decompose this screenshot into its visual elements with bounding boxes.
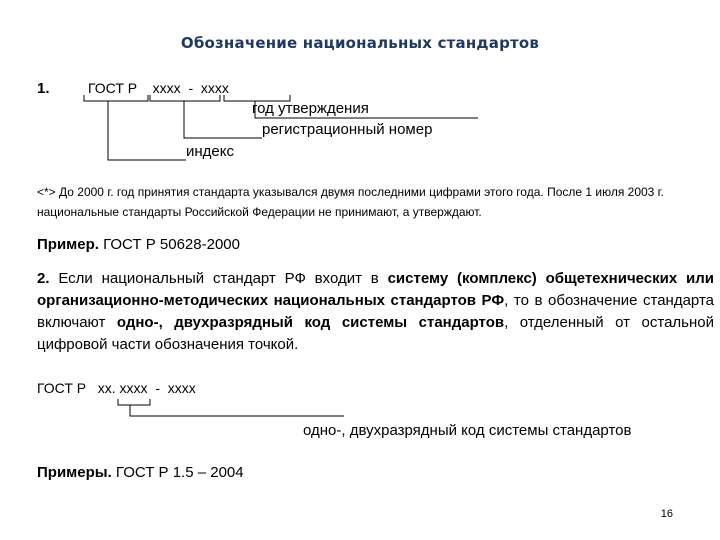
para2-number: 2. (37, 270, 50, 287)
para2-text-3: , отделенный от остальной цифровой части обозначения точкой. (37, 314, 714, 353)
example1 (37, 236, 240, 253)
line-reg (184, 101, 262, 138)
line-index (108, 101, 186, 160)
para2-text-1: Если национальный стандарт РФ входит в (49, 270, 388, 287)
scheme2-code-label: одно-, двухразрядный код системы стандартов (303, 422, 632, 439)
para2-bold-1: систему (комплекс) общетехнических или организационно-методических национальных стандартов РФ (37, 270, 715, 309)
line-system-code (130, 405, 344, 416)
footnote-text: <*> До 2000 г. год принятия стандарта указывался двумя последними цифрами этого года. После 1 июля 2003 г. национальные стандарты Российской Федерации не принимают, а утверждают. (37, 185, 664, 219)
para2-text-2: , то в обозначение стандарта включают (37, 292, 714, 331)
example1-value: ГОСТ Р 50628-2000 (98, 236, 240, 253)
scheme1-index-label: индекс (186, 143, 234, 160)
bracket-system-code (118, 399, 150, 405)
page-number: 16 (660, 508, 673, 520)
scheme1-year-label: год утверждения (252, 100, 369, 117)
example2-label: Примеры. (37, 464, 112, 481)
example2-value: ГОСТ Р 1.5 – 2004 (111, 464, 244, 481)
para2-bold-2: одно-, двухразрядный код системы стандартов (116, 314, 505, 331)
scheme1-number: 1. (37, 80, 50, 97)
page-title: Обозначение национальных стандартов (180, 34, 540, 52)
scheme1-reg-label: регистрационный номер (262, 121, 433, 138)
example1-label: Пример. (37, 236, 99, 253)
example2 (37, 464, 244, 481)
scheme1-code: ГОСТ Р хххх - хххх (88, 80, 229, 96)
scheme2-code: ГОСТ Р хх. хххх - хххх (37, 380, 196, 396)
paragraph-2 (37, 268, 714, 356)
